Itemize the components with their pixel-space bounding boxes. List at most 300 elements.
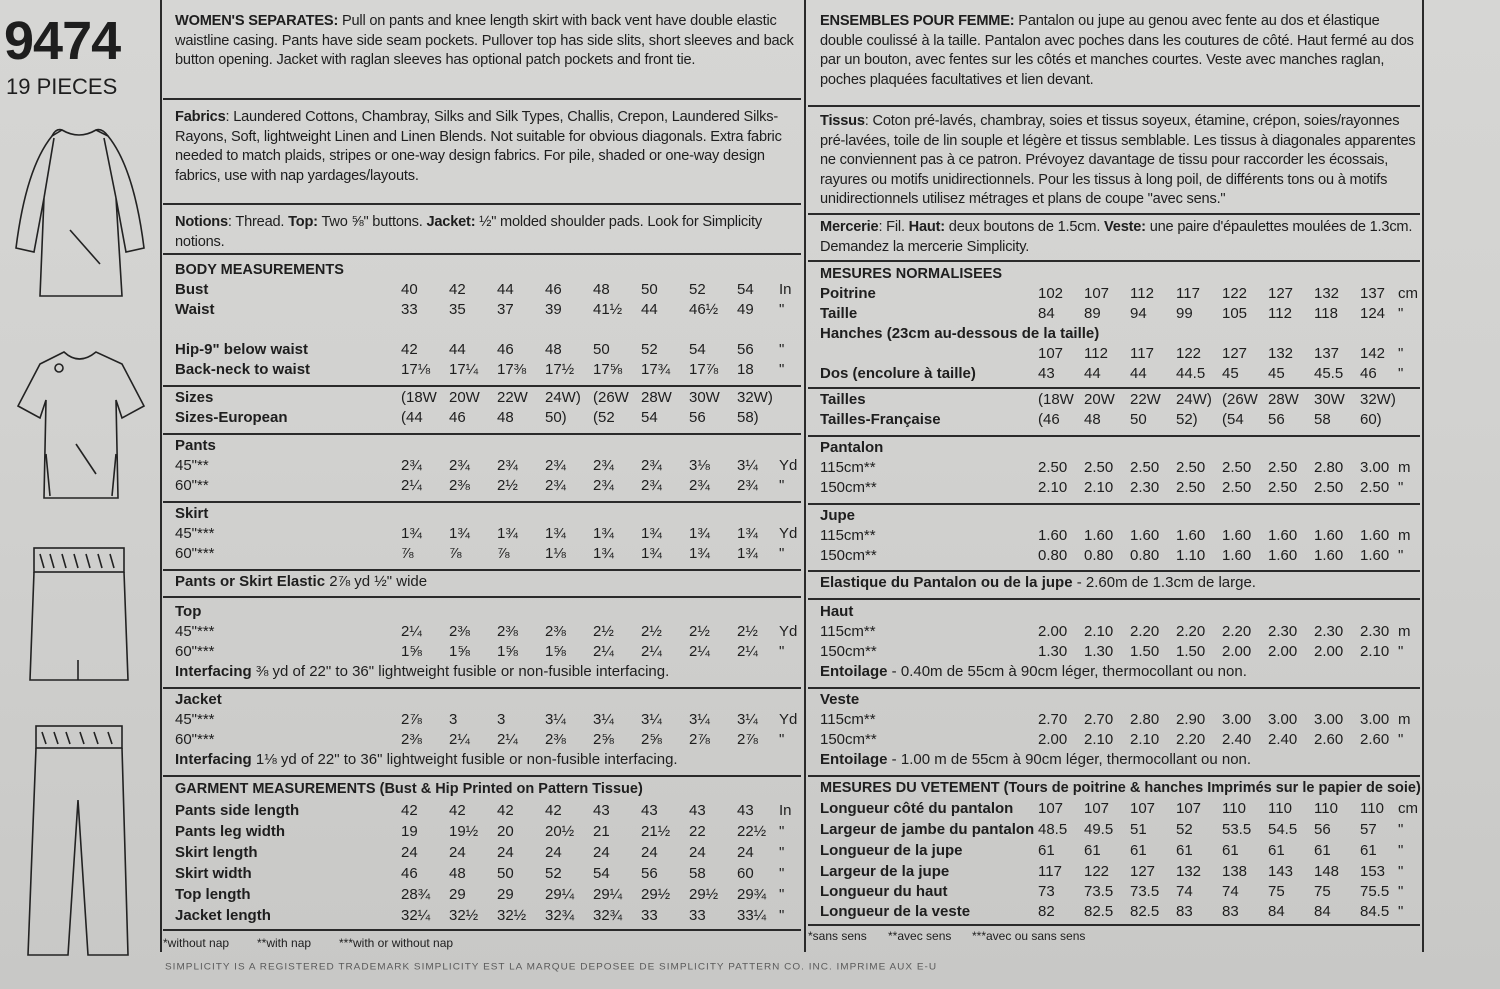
- row-label: 150cm**: [820, 547, 877, 564]
- row-value: 3.00: [1268, 711, 1298, 728]
- row-value: 52: [1176, 821, 1193, 838]
- row-value: 43: [593, 802, 610, 819]
- row-unit: In: [779, 281, 792, 298]
- measurement-row: [163, 731, 801, 751]
- row-value: 82.5: [1130, 903, 1160, 920]
- row-value: 3: [449, 711, 458, 728]
- row-label: Pants side length: [175, 802, 300, 819]
- row-value: 2½: [689, 623, 710, 640]
- row-value: 107: [1038, 800, 1064, 817]
- interfacing-text: Entoilage - 0.40m de 55cm à 90cm léger, thermocollant ou non.: [820, 663, 1247, 680]
- row-label: 45"***: [175, 623, 215, 640]
- jacket-interfacing-fr: [808, 751, 1420, 771]
- row-value: 32W): [737, 389, 773, 406]
- row-value: 49.5: [1084, 821, 1114, 838]
- row-value: 148: [1314, 863, 1340, 880]
- row-value: 2⅞: [737, 731, 758, 748]
- measurement-row: [808, 325, 1420, 345]
- row-value: 2¾: [641, 457, 662, 474]
- row-label: Longueur côté du pantalon: [820, 800, 1014, 817]
- measurement-row: [163, 691, 801, 711]
- interfacing-text: Interfacing ⅜ yd of 22" to 36" lightweight fusible or non-fusible interfacing.: [175, 663, 670, 680]
- measurement-row: [808, 439, 1420, 459]
- row-value: 84: [1268, 903, 1285, 920]
- row-value: 1.60: [1314, 547, 1344, 564]
- rule: [808, 598, 1420, 600]
- row-value: 22W: [1130, 391, 1161, 408]
- row-value: 3¼: [593, 711, 614, 728]
- row-value: 107: [1084, 800, 1110, 817]
- row-value: 2.20: [1222, 623, 1252, 640]
- row-value: 2.10: [1084, 623, 1114, 640]
- row-value: 40: [401, 281, 418, 298]
- row-value: ⅞: [449, 545, 462, 562]
- row-value: 1.50: [1176, 643, 1206, 660]
- measurement-row: [808, 411, 1420, 431]
- row-value: 3¼: [689, 711, 710, 728]
- measurement-row: [808, 365, 1420, 385]
- row-value: 17⅛: [401, 361, 431, 378]
- row-value: 1.60: [1222, 527, 1252, 544]
- row-value: 20: [497, 823, 514, 840]
- row-value: 1¾: [593, 545, 614, 562]
- row-value: 45: [1222, 365, 1239, 382]
- measurement-row: [808, 459, 1420, 479]
- row-value: 50: [497, 865, 514, 882]
- row-label: 60"***: [175, 731, 215, 748]
- row-label: Longueur de la veste: [820, 903, 971, 920]
- row-value: 29½: [641, 886, 671, 903]
- row-value: 1.10: [1176, 547, 1206, 564]
- row-value: 2¼: [593, 643, 614, 660]
- measurement-row: [808, 643, 1420, 663]
- notions-fr: Mercerie: Fil. Haut: deux boutons de 1.5cm. Veste: une paire d'épaulettes moulées de 1.3cm. Demandez la mercerie Simplicity.: [820, 219, 1413, 255]
- row-value: 32W): [1360, 391, 1396, 408]
- row-value: 54: [689, 341, 706, 358]
- row-value: 3.00: [1360, 459, 1390, 476]
- row-label: Veste: [820, 691, 860, 708]
- heading-text: MESURES NORMALISEES: [820, 266, 1003, 282]
- row-label: Pants: [175, 437, 216, 454]
- row-value: 24: [497, 844, 514, 861]
- row-value: 61: [1130, 842, 1147, 859]
- english-panel: [163, 0, 801, 950]
- row-label: Dos (encolure à taille): [820, 365, 976, 382]
- row-value: 82: [1038, 903, 1055, 920]
- row-value: 24: [545, 844, 562, 861]
- row-unit: Yd: [779, 623, 798, 640]
- measurement-row: [163, 389, 801, 409]
- row-value: 46½: [689, 301, 719, 318]
- rule: [163, 596, 801, 598]
- row-label: Back-neck to waist: [175, 361, 311, 378]
- row-label: Skirt width: [175, 865, 252, 882]
- row-label: Top length: [175, 886, 251, 903]
- row-value: 1¾: [737, 525, 758, 542]
- row-value: 1.30: [1038, 643, 1068, 660]
- row-value: 75: [1314, 883, 1331, 900]
- row-value: 52: [545, 865, 562, 882]
- elastic-fr: [808, 574, 1420, 594]
- row-unit: ": [779, 301, 785, 318]
- measurement-row: [808, 711, 1420, 731]
- row-value: 2⅜: [449, 477, 470, 494]
- row-value: 110: [1360, 800, 1384, 817]
- row-value: 42: [401, 341, 418, 358]
- row-value: 17¾: [641, 361, 671, 378]
- row-value: 1.60: [1084, 527, 1114, 544]
- row-value: (54: [1222, 411, 1244, 428]
- row-value: 46: [545, 281, 562, 298]
- row-unit: ": [779, 907, 785, 924]
- row-value: 48: [1084, 411, 1101, 428]
- row-unit: ": [779, 545, 785, 562]
- row-value: 2.00: [1038, 731, 1068, 748]
- row-value: 2.30: [1360, 623, 1390, 640]
- rule: [808, 775, 1420, 777]
- row-value: 89: [1084, 305, 1101, 322]
- row-value: 99: [1176, 305, 1193, 322]
- fabrics-fr: Tissus: Coton pré-lavés, chambray, soies et tissus soyeux, étamine, crépon, soies/rayonnes pré-lavées, toile de lin souple et légère et tissus semblable. Les tissus à diagonales apparentes ne conviennent pas à ce patron. Prévoyez davantage de tissu pour raccorder les écossais, rayures ou motifs unidirectionnels. Pour les tissus à long poil, de différents tons ou à motifs unidirectionnels utilisez métrages et plans de coupe "avec sens.": [820, 113, 1416, 207]
- row-value: 1⅛: [545, 545, 566, 562]
- row-unit: ": [1398, 305, 1404, 322]
- row-unit: ": [779, 477, 785, 494]
- row-value: (26W: [593, 389, 629, 406]
- row-value: 42: [449, 281, 466, 298]
- fabrics-en: Fabrics: Laundered Cottons, Chambray, Silks and Silk Types, Challis, Crepon, Laundered Silks-Rayons, Soft, lightweight Linen and Linen Blends. Not suitable for obvious diagonals. Extra fabric needed to match plaids, stripes or one-way design fabrics. For pile, shaded or one-way design fabrics, use with nap yardages/layouts.: [175, 109, 782, 184]
- row-value: 94: [1130, 305, 1147, 322]
- row-value: 2.30: [1130, 479, 1160, 496]
- row-value: 24: [689, 844, 706, 861]
- row-value: 2¾: [593, 457, 614, 474]
- row-value: 3: [497, 711, 506, 728]
- row-value: 33: [401, 301, 418, 318]
- row-value: 74: [1176, 883, 1193, 900]
- row-value: 1.60: [1314, 527, 1344, 544]
- row-value: 2.00: [1268, 643, 1298, 660]
- row-value: 2.50: [1176, 479, 1206, 496]
- row-value: 29: [497, 886, 514, 903]
- row-value: 21½: [641, 823, 671, 840]
- row-value: 54: [593, 865, 610, 882]
- row-value: 73: [1038, 883, 1055, 900]
- row-value: 19½: [449, 823, 479, 840]
- row-value: 41½: [593, 301, 623, 318]
- row-value: 49: [737, 301, 754, 318]
- garment-row: [808, 863, 1420, 883]
- row-value: 107: [1176, 800, 1202, 817]
- row-value: 2⅜: [449, 623, 470, 640]
- row-value: 2.50: [1176, 459, 1206, 476]
- row-value: 43: [737, 802, 754, 819]
- row-value: 2⅜: [401, 731, 422, 748]
- row-label: 45"**: [175, 457, 209, 474]
- row-value: 2.00: [1038, 623, 1068, 640]
- measurement-row: [808, 391, 1420, 411]
- row-value: 37: [497, 301, 514, 318]
- row-value: 2.10: [1360, 643, 1390, 660]
- row-value: 44: [641, 301, 658, 318]
- row-value: 2.20: [1176, 623, 1206, 640]
- row-value: 2.20: [1176, 731, 1206, 748]
- row-value: 2.50: [1222, 479, 1252, 496]
- row-value: 43: [689, 802, 706, 819]
- row-value: 2¼: [497, 731, 518, 748]
- row-value: 42: [449, 802, 466, 819]
- pants-illustration: [4, 720, 154, 960]
- row-value: 21: [593, 823, 610, 840]
- row-value: 24: [737, 844, 754, 861]
- row-value: 50: [593, 341, 610, 358]
- rule: [163, 929, 801, 931]
- row-value: 2½: [641, 623, 662, 640]
- row-unit: ": [1398, 643, 1404, 660]
- row-value: 3.00: [1222, 711, 1252, 728]
- row-value: 17⅜: [497, 361, 527, 378]
- row-label: Tailles-Française: [820, 411, 941, 428]
- row-value: 137: [1314, 345, 1340, 362]
- row-value: 1¾: [641, 525, 662, 542]
- row-value: 56: [641, 865, 658, 882]
- row-value: 107: [1038, 345, 1064, 362]
- row-value: 24W): [1176, 391, 1212, 408]
- row-value: 2¼: [401, 623, 422, 640]
- row-value: 1.30: [1084, 643, 1114, 660]
- row-value: 46: [449, 409, 466, 426]
- row-value: 110: [1222, 800, 1246, 817]
- measurement-row: [163, 603, 801, 623]
- row-unit: m: [1398, 459, 1411, 476]
- row-value: 57: [1360, 821, 1377, 838]
- row-value: 32½: [497, 907, 527, 924]
- row-value: 61: [1084, 842, 1101, 859]
- top-interfacing-fr: [808, 663, 1420, 683]
- row-value: 17⅝: [593, 361, 623, 378]
- row-value: 1⅝: [545, 643, 566, 660]
- measurement-row: [808, 691, 1420, 711]
- rule: [808, 260, 1420, 262]
- row-unit: Yd: [779, 711, 798, 728]
- row-value: 61: [1268, 842, 1285, 859]
- row-unit: ": [779, 341, 785, 358]
- row-unit: m: [1398, 527, 1411, 544]
- row-unit: cm: [1398, 800, 1418, 817]
- row-value: 51: [1130, 821, 1147, 838]
- row-label: Jupe: [820, 507, 856, 524]
- row-label: Poitrine: [820, 285, 876, 302]
- row-value: 138: [1222, 863, 1248, 880]
- row-value: 124: [1360, 305, 1386, 322]
- row-unit: ": [1398, 821, 1404, 838]
- row-value: 28W: [641, 389, 672, 406]
- row-value: 2.40: [1268, 731, 1298, 748]
- footnote: **with nap: [257, 936, 312, 950]
- row-value: 3¼: [737, 457, 758, 474]
- row-value: 2¼: [689, 643, 710, 660]
- row-unit: ": [779, 361, 785, 378]
- row-value: 153: [1360, 863, 1386, 880]
- row-label: 60"**: [175, 477, 209, 494]
- row-value: 48: [545, 341, 562, 358]
- row-value: 44: [497, 281, 514, 298]
- row-value: 1¾: [737, 545, 758, 562]
- row-unit: ": [779, 731, 785, 748]
- rule: [163, 687, 801, 689]
- rule: [808, 687, 1420, 689]
- garment-row: [808, 842, 1420, 862]
- row-label: Longueur du haut: [820, 883, 948, 900]
- row-unit: ": [1398, 345, 1404, 362]
- row-value: 2⅝: [641, 731, 662, 748]
- measurement-row: [163, 361, 801, 381]
- row-value: 1.60: [1268, 527, 1298, 544]
- row-value: 42: [401, 802, 418, 819]
- row-value: 3¼: [545, 711, 566, 728]
- measurement-row: [808, 305, 1420, 325]
- row-value: 61: [1176, 842, 1193, 859]
- row-value: 105: [1222, 305, 1248, 322]
- row-value: 29½: [689, 886, 719, 903]
- row-unit: ": [1398, 863, 1404, 880]
- row-value: 44: [1084, 365, 1101, 382]
- row-value: 20½: [545, 823, 575, 840]
- row-value: 2.10: [1084, 479, 1114, 496]
- row-label: 150cm**: [820, 643, 877, 660]
- row-value: 84.5: [1360, 903, 1390, 920]
- row-value: 50): [545, 409, 567, 426]
- row-label: Top: [175, 603, 202, 620]
- row-value: 2¼: [737, 643, 758, 660]
- measurement-row: [163, 457, 801, 477]
- row-value: 1¾: [593, 525, 614, 542]
- row-value: 2.10: [1084, 731, 1114, 748]
- garment-measurements-heading: [163, 780, 801, 800]
- rule: [808, 570, 1420, 572]
- garment-row: [163, 886, 801, 906]
- row-value: 48: [497, 409, 514, 426]
- footnote: ***with or without nap: [339, 936, 454, 950]
- row-unit: ": [779, 865, 785, 882]
- measurement-row: [163, 711, 801, 731]
- row-value: 2½: [497, 477, 518, 494]
- row-value: 2¾: [449, 457, 470, 474]
- rule: [808, 213, 1420, 215]
- rule: [163, 501, 801, 503]
- row-label: 150cm**: [820, 731, 877, 748]
- rule: [808, 503, 1420, 505]
- heading-text: GARMENT MEASUREMENTS (Bust & Hip Printed on Pattern Tissue): [175, 781, 643, 797]
- top-illustration: [4, 118, 154, 318]
- row-value: 112: [1084, 345, 1108, 362]
- row-value: 132: [1176, 863, 1202, 880]
- row-unit: cm: [1398, 285, 1418, 302]
- garment-row: [163, 823, 801, 843]
- measurement-row: [808, 603, 1420, 623]
- row-value: 46: [497, 341, 514, 358]
- row-value: 2½: [593, 623, 614, 640]
- row-value: 1.60: [1176, 527, 1206, 544]
- row-value: 35: [449, 301, 466, 318]
- row-label: 115cm**: [820, 623, 876, 640]
- row-value: 29: [449, 886, 466, 903]
- row-value: 1⅝: [497, 643, 518, 660]
- footnote: *sans sens: [808, 929, 867, 943]
- row-value: 2.10: [1130, 731, 1160, 748]
- row-value: 61: [1038, 842, 1055, 859]
- garment-row: [163, 907, 801, 927]
- row-value: 52): [1176, 411, 1198, 428]
- row-value: 2⅜: [545, 623, 566, 640]
- heading-text: BODY MEASUREMENTS: [175, 262, 344, 278]
- row-value: 2¾: [401, 457, 422, 474]
- row-value: 2.30: [1268, 623, 1298, 640]
- jacket-interfacing-en: [163, 751, 801, 771]
- row-value: 2.60: [1314, 731, 1344, 748]
- row-label: Skirt length: [175, 844, 258, 861]
- row-value: 3¼: [641, 711, 662, 728]
- measurement-row: [163, 437, 801, 457]
- row-unit: Yd: [779, 457, 798, 474]
- measurement-row: [163, 409, 801, 429]
- row-value: 2¾: [545, 457, 566, 474]
- elastic-text: Elastique du Pantalon ou de la jupe - 2.60m de 1.3cm de large.: [820, 574, 1256, 591]
- row-value: 3.00: [1360, 711, 1390, 728]
- measurement-row: [808, 731, 1420, 751]
- row-value: 45.5: [1314, 365, 1344, 382]
- row-value: 2.80: [1314, 459, 1344, 476]
- row-label: Skirt: [175, 505, 209, 522]
- row-value: 132: [1268, 345, 1294, 362]
- row-value: 58): [737, 409, 759, 426]
- row-value: 118: [1314, 305, 1338, 322]
- measurement-row: [808, 527, 1420, 547]
- row-value: 110: [1314, 800, 1338, 817]
- row-value: 17⅞: [689, 361, 719, 378]
- row-value: 75: [1268, 883, 1285, 900]
- row-value: 28¾: [401, 886, 431, 903]
- row-value: 60: [737, 865, 754, 882]
- row-value: 143: [1268, 863, 1294, 880]
- measurement-row: [808, 507, 1420, 527]
- row-value: 60): [1360, 411, 1382, 428]
- row-label: Pants leg width: [175, 823, 286, 840]
- row-value: 1.60: [1130, 527, 1160, 544]
- row-value: 61: [1222, 842, 1239, 859]
- row-unit: ": [1398, 842, 1404, 859]
- row-value: 122: [1176, 345, 1202, 362]
- row-value: 52: [689, 281, 706, 298]
- measurement-row: [163, 301, 801, 321]
- notions-en: Notions: Thread. Top: Two ⅝" buttons. Jacket: ½" molded shoulder pads. Look for Simplicity notions.: [175, 214, 762, 250]
- row-value: 1¾: [689, 525, 710, 542]
- row-value: 1¾: [449, 525, 470, 542]
- row-value: 46: [1360, 365, 1377, 382]
- mesures-vetement-heading: [808, 779, 1420, 799]
- row-value: 1.50: [1130, 643, 1160, 660]
- row-label: Hip-9" below waist: [175, 341, 308, 358]
- row-value: 28W: [1268, 391, 1299, 408]
- rule: [163, 433, 801, 435]
- row-label: 115cm**: [820, 527, 876, 544]
- heading-text: MESURES DU VETEMENT (Tours de poitrine & hanches Imprimés sur le papier de soie): [820, 780, 1421, 796]
- row-label: Tailles: [820, 391, 866, 408]
- row-value: 1¾: [689, 545, 710, 562]
- row-value: 32½: [449, 907, 479, 924]
- row-value: 45: [1268, 365, 1285, 382]
- interfacing-text: Interfacing 1⅛ yd of 22" to 36" lightweight fusible or non-fusible interfacing.: [175, 751, 678, 768]
- row-value: 1.60: [1268, 547, 1298, 564]
- row-value: 18: [737, 361, 754, 378]
